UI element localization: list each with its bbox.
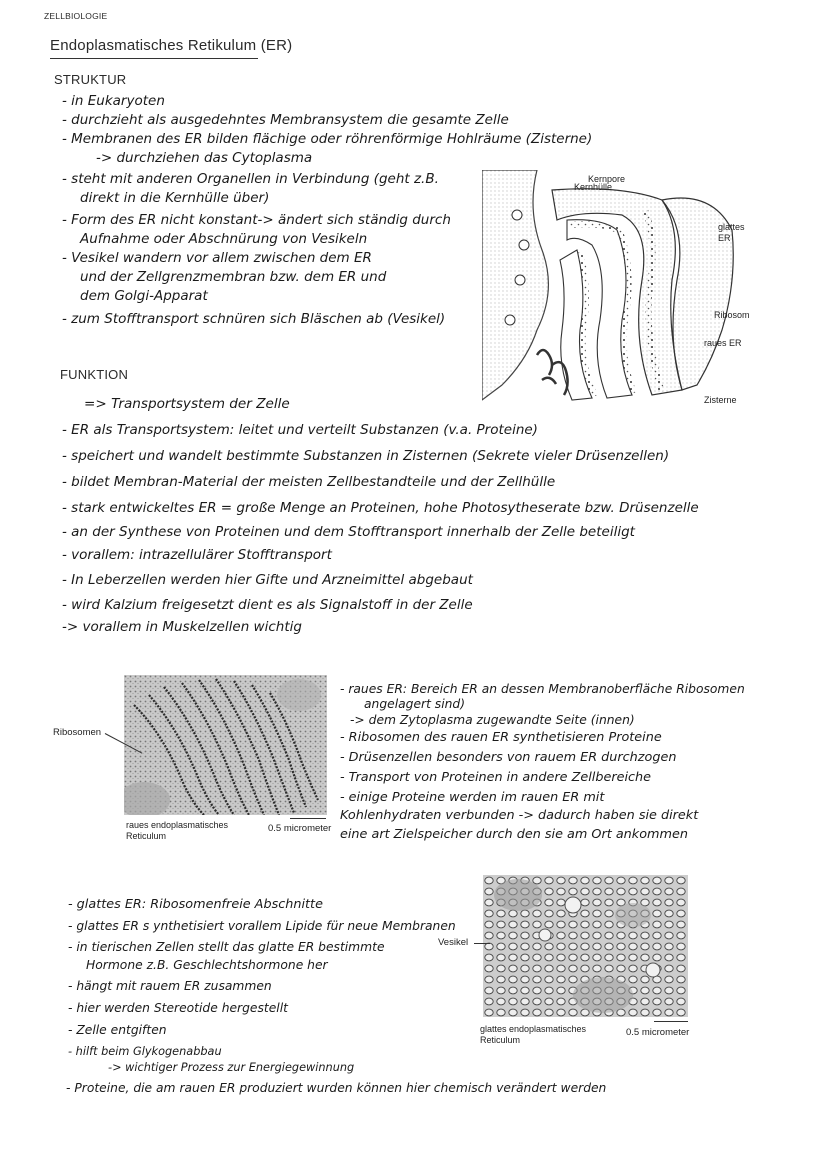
list-item: - hängt mit rauem ER zusammen (68, 979, 272, 993)
smooth-er-image (483, 875, 688, 1017)
list-item: - glattes ER: Ribosomenfreie Abschnitte (68, 897, 323, 912)
smooth-er-scale: 0.5 micrometer (626, 1027, 690, 1038)
list-item: dem Golgi-Apparat (80, 288, 208, 304)
vesikel-pointer (474, 943, 490, 944)
smooth-er-caption: glattes endoplasmatisches Reticulum (480, 1024, 587, 1045)
list-item: - hier werden Stereotide hergestellt (68, 1001, 288, 1015)
list-item: -> durchziehen das Cytoplasma (96, 150, 313, 166)
list-item: -> vorallem in Muskelzellen wichtig (62, 619, 302, 635)
list-item: - zum Stofftransport schnüren sich Bläschen ab (Vesikel) (62, 311, 446, 327)
ribosomen-label: Ribosomen (53, 727, 102, 738)
list-item: - glattes ER s ynthetisiert vorallem Lipide für neue Membranen (68, 919, 456, 933)
label-zisterne: Zisterne (704, 395, 737, 405)
list-item: - stark entwickeltes ER = große Menge an Proteinen, hohe Photosytheserate bzw. Drüsenzelle (62, 500, 699, 516)
rough-er-scale-bar (290, 818, 326, 819)
list-item: - Membranen des ER bilden flächige oder röhrenförmige Hohlräume (Zisterne) (62, 131, 593, 147)
er-diagram-illustration (482, 170, 752, 410)
rough-er-image (124, 675, 327, 815)
list-item: - Ribosomen des rauen ER synthetisieren Proteine (340, 730, 662, 745)
label-glattes-er: glattes ER (718, 222, 745, 243)
list-item: => Transportsystem der Zelle (84, 396, 290, 412)
list-item: - wird Kalzium freigesetzt dient es als Signalstoff in der Zelle (62, 597, 473, 613)
list-item: Aufnahme oder Abschnürung von Vesikeln (80, 231, 368, 247)
rough-er-micrograph (124, 675, 327, 815)
list-item: und der Zellgrenzmembran bzw. dem ER und (80, 269, 387, 285)
list-item: - Drüsenzellen besonders von rauem ER durchzogen (340, 750, 677, 765)
list-item: - bildet Membran-Material der meisten Zellbestandteile und der Zellhülle (62, 474, 556, 490)
list-item: Hormone z.B. Geschlechtshormone her (86, 958, 328, 972)
rough-er-caption: raues endoplasmatisches Reticulum (126, 820, 229, 841)
list-item: - in Eukaryoten (62, 93, 165, 109)
list-item: - hilft beim Glykogenabbau (68, 1045, 222, 1058)
smooth-er-micrograph (483, 875, 688, 1017)
list-item: -> dem Zytoplasma zugewandte Seite (innen) (350, 713, 635, 727)
list-item: - speichert und wandelt bestimmte Substanzen in Zisternen (Sekrete vieler Drüsenzellen) (62, 448, 670, 464)
list-item: - In Leberzellen werden hier Gifte und Arzneimittel abgebaut (62, 572, 473, 588)
smooth-er-scale-bar (654, 1021, 688, 1022)
list-item: - Vesikel wandern vor allem zwischen dem ER (62, 250, 372, 266)
list-item: angelagert sind) (364, 697, 466, 711)
list-item: - Transport von Proteinen in andere Zellbereiche (340, 770, 652, 785)
page-title: Endoplasmatisches Retikulum (ER) (50, 37, 293, 54)
label-kernpore: Kernpore (588, 174, 626, 184)
er-diagram (482, 170, 752, 410)
list-item: - Form des ER nicht konstant-> ändert sich ständig durch (62, 212, 451, 228)
vesikel-label: Vesikel (438, 937, 469, 948)
label-kernhuelle: Kernhülle (574, 182, 613, 192)
list-item: - Proteine, die am rauen ER produziert wurden können hier chemisch verändert werden (66, 1081, 607, 1095)
list-item: - vorallem: intrazellulärer Stofftransport (62, 547, 332, 563)
title-underline (50, 58, 258, 59)
list-item: Kohlenhydraten verbunden -> dadurch haben sie direkt (340, 808, 699, 823)
list-item: - durchzieht als ausgedehntes Membransystem die gesamte Zelle (62, 112, 509, 128)
list-item: - steht mit anderen Organellen in Verbindung (geht z.B. (62, 171, 439, 187)
list-item: - ER als Transportsystem: leitet und verteilt Substanzen (v.a. Proteine) (62, 422, 538, 438)
list-item: - Zelle entgiften (68, 1023, 167, 1037)
list-item: eine art Zielspeicher durch den sie am Ort ankommen (340, 827, 688, 842)
label-ribosom: Ribosom (714, 310, 750, 320)
list-item: - an der Synthese von Proteinen und dem Stofftransport innerhalb der Zelle beteiligt (62, 524, 635, 540)
list-item: - in tierischen Zellen stellt das glatte ER bestimmte (68, 940, 385, 954)
rough-er-scale: 0.5 micrometer (268, 823, 332, 834)
list-item: -> wichtiger Prozess zur Energiegewinnung (108, 1061, 355, 1074)
list-item: - raues ER: Bereich ER an dessen Membranoberfläche Ribosomen (340, 682, 745, 696)
subject-label: ZELLBIOLOGIE (44, 11, 108, 21)
funktion-heading: FUNKTION (60, 367, 129, 382)
list-item: direkt in die Kernhülle über) (80, 190, 270, 206)
list-item: - einige Proteine werden im rauen ER mit (340, 790, 605, 805)
label-raues-er: raues ER (704, 338, 742, 348)
struktur-heading: STRUKTUR (54, 72, 127, 87)
